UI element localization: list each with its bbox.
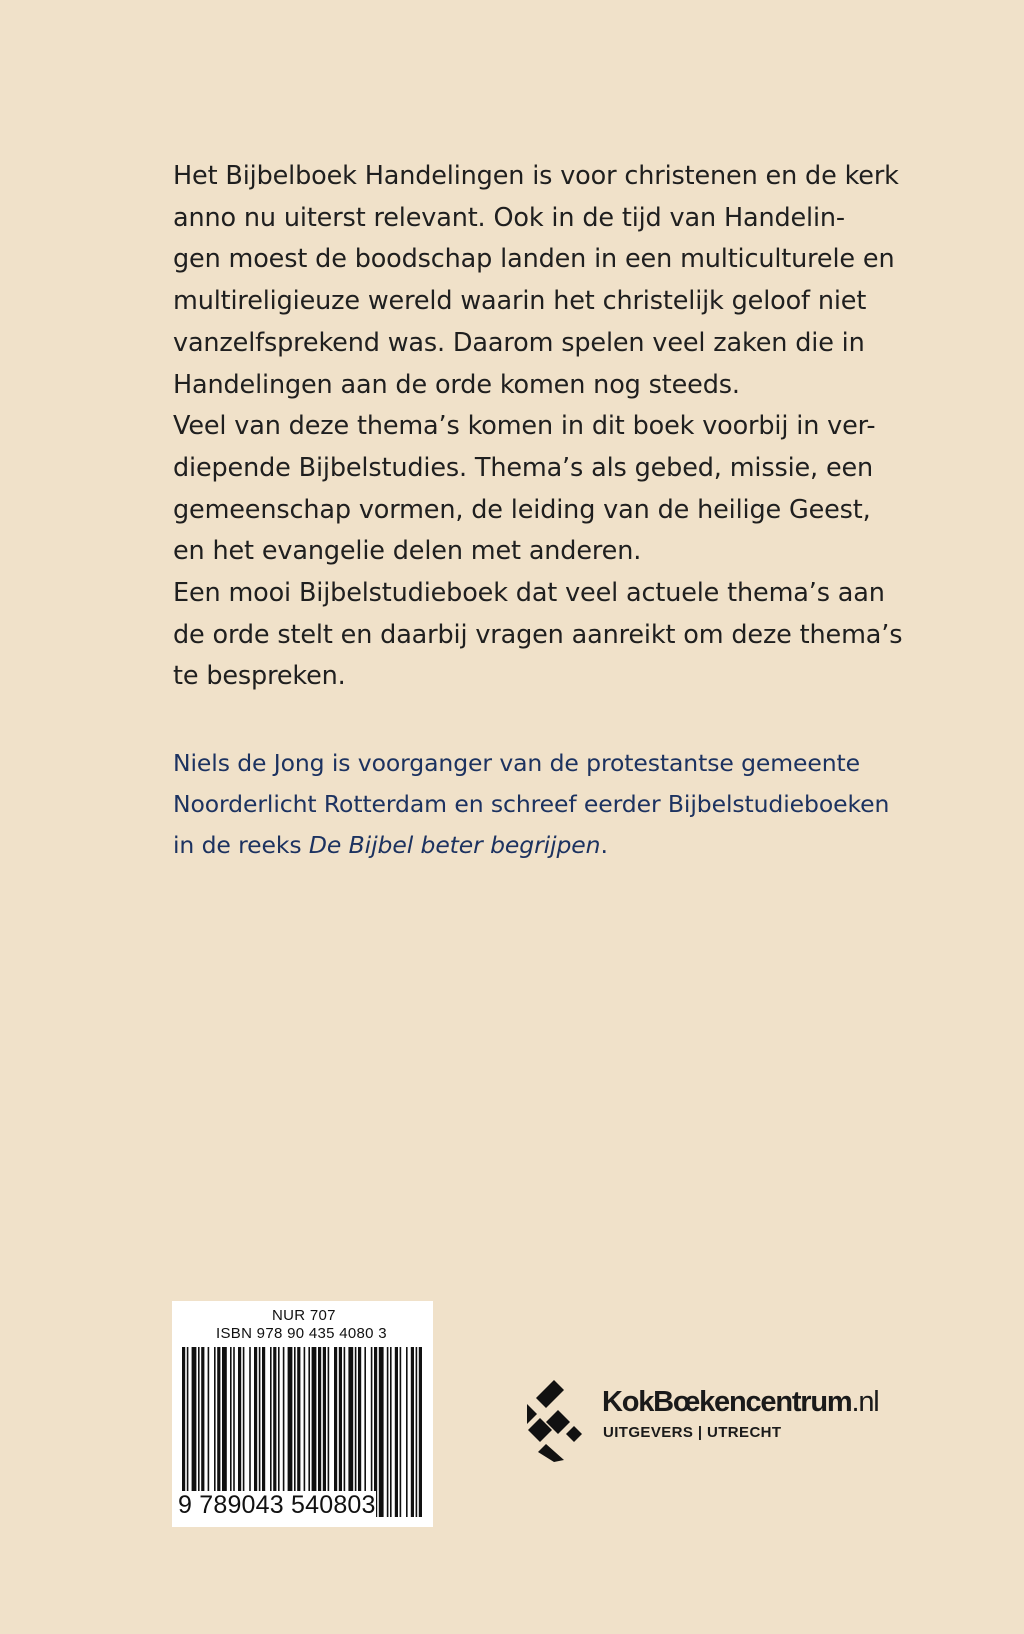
barcode-bar bbox=[395, 1347, 398, 1517]
barcode-bar bbox=[400, 1347, 402, 1517]
nur-code: NUR 707 bbox=[272, 1307, 336, 1324]
barcode-bar bbox=[406, 1347, 408, 1517]
barcode-bar bbox=[390, 1347, 392, 1517]
blurb-line: multireligieuze wereld waarin het christelijk geloof niet bbox=[173, 286, 867, 317]
author-bio-line: Noorderlicht Rotterdam en schreef eerder Bijbelstudieboeken bbox=[173, 790, 890, 818]
blurb-line: en het evangelie delen met anderen. bbox=[173, 536, 642, 567]
author-bio-prefix: in de reeks bbox=[173, 831, 309, 859]
barcode-bar bbox=[419, 1347, 422, 1517]
barcode-bar bbox=[411, 1347, 414, 1517]
isbn-number: ISBN 978 90 435 4080 3 bbox=[216, 1325, 387, 1342]
blurb-line: diepende Bijbelstudies. Thema’s als gebed, missie, een bbox=[173, 452, 874, 483]
blurb-text bbox=[173, 156, 913, 698]
barcode-bar bbox=[379, 1347, 384, 1517]
blurb-line: de orde stelt en daarbij vragen aanreikt om deze thema’s bbox=[173, 619, 903, 650]
publisher-logo bbox=[524, 1378, 944, 1468]
blurb-line: te bespreken. bbox=[173, 661, 346, 692]
publisher-domain: .nl bbox=[851, 1386, 879, 1418]
author-bio-line: Niels de Jong is voorganger van de protestantse gemeente bbox=[173, 749, 861, 777]
blurb-line: anno nu uiterst relevant. Ook in de tijd van Handelin- bbox=[173, 202, 845, 233]
blurb-line: gen moest de boodschap landen in een multiculturele en bbox=[173, 244, 895, 275]
blurb-line: gemeenschap vormen, de leiding van de heilige Geest, bbox=[173, 494, 871, 525]
kok-boekencentrum-logo-icon bbox=[524, 1378, 584, 1462]
barcode-bar bbox=[387, 1347, 389, 1517]
series-title: De Bijbel beter begrijpen bbox=[308, 831, 601, 859]
blurb-line: Veel van deze thema’s komen in dit boek voorbij in ver- bbox=[173, 411, 876, 442]
barcode-bar bbox=[416, 1347, 418, 1517]
blurb-line: Een mooi Bijbelstudieboek dat veel actuele thema’s aan bbox=[173, 578, 885, 609]
publisher-name: KokBœkencentrum.nl bbox=[602, 1386, 879, 1418]
barcode-digits: 9 789043 540803 bbox=[178, 1491, 376, 1519]
author-bio bbox=[173, 743, 913, 866]
author-bio-suffix: . bbox=[600, 831, 608, 859]
blurb-line: vanzelfsprekend was. Daarom spelen veel zaken die in bbox=[173, 327, 865, 358]
barcode-label bbox=[172, 1301, 433, 1527]
publisher-tagline: UITGEVERS | UTRECHT bbox=[603, 1424, 782, 1441]
blurb-line: Het Bijbelboek Handelingen is voor christenen en de kerk bbox=[173, 161, 899, 191]
blurb-line: Handelingen aan de orde komen nog steeds. bbox=[173, 369, 740, 400]
author-bio-line bbox=[173, 825, 913, 866]
